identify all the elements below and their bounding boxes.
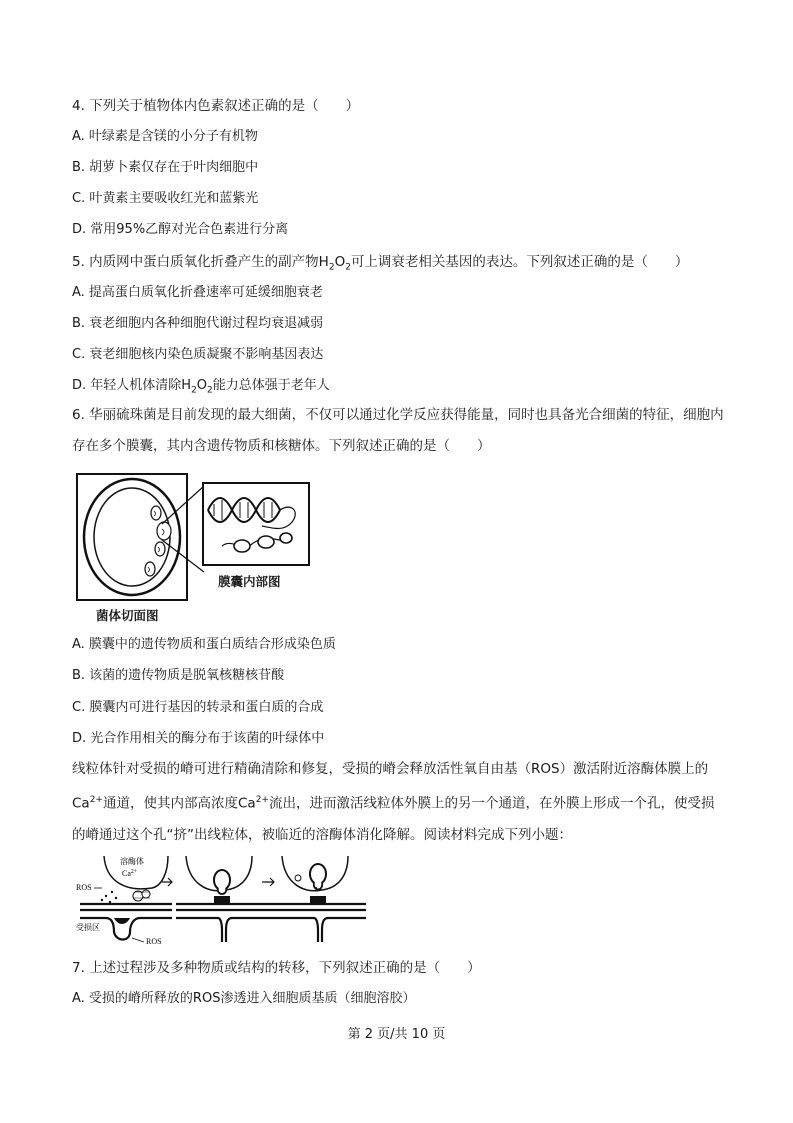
lysosome-label: 溶酶体 [120,857,144,866]
cristae-removal-figure [76,852,366,948]
bacterium-figure-caption: 菌体切面图 [96,608,159,623]
q6-option-d: D. 光合作用相关的酶分布于该菌的叶绿体中 [72,731,325,746]
ca-label: $Ca^{2+}$ [122,869,138,878]
q6-option-c: C. 膜囊内可进行基因的转录和蛋白质的合成 [72,700,324,715]
q4-option-c: C. 叶黄素主要吸收红光和蓝紫光 [72,191,259,206]
damaged-area-label: 受损区 [76,923,100,932]
q5-option-b: B. 衰老细胞内各种细胞代谢过程均衰退减弱 [72,316,324,331]
q5-option-d: D. 年轻人机体清除$H_2O_2$能力总体强于老年人 [72,378,330,396]
q5-stem: 5. 内质网中蛋白质氧化折叠产生的副产物$H_2O_2$可上调衰老相关基因的表达。下列叙述正确的是（ ） [72,254,689,273]
q6-option-b: B. 该菌的遗传物质是脱氧核糖核苷酸 [72,668,285,683]
ros-left-label: ROS [76,883,92,892]
q4-option-d: D. 常用95%乙醇对光合色素进行分离 [72,222,289,237]
q6-stem: 6. 华丽硫珠菌是目前发现的最大细菌，不仅可以通过化学反应获得能量，同时也具备光合细菌的特征，细胞内存在多个膜囊，其内含遗传物质和核糖体。下列叙述正确的是（ ） [72,407,724,454]
q5-option-a: A. 提高蛋白质氧化折叠速率可延缓细胞衰老 [72,285,323,300]
q7-stem: 7. 上述过程涉及多种物质或结构的转移，下列叙述正确的是（ ） [72,960,481,976]
vesicle-interior-figure [202,482,310,566]
reading-material: 线粒体针对受损的嵴可进行精确清除和修复，受损的嵴会释放活性氧自由基（ROS）激活附近溶酶体膜上的$Ca^{2+}$通道，使其内部高浓度$Ca^{2+}$流出，进而激活线粒体外膜上的另一个通道，在外膜上形成一个孔，使受损的嵴通过这个孔“挤”出线粒体，被临近的溶酶体消化降解。阅读材料完成下列小题： [72,761,715,843]
q7-option-a: A. 受损的嵴所释放的ROS渗透进入细胞质基质（细胞溶胶） [72,991,416,1006]
q4-option-b: B. 胡萝卜素仅存在于叶肉细胞中 [72,160,259,175]
page-footer: 第 2 页/共 10 页 [347,1027,446,1042]
vesicle-figure-caption: 膜囊内部图 [218,574,281,589]
ros-bottom-label: ROS [146,937,162,946]
q6-option-a: A. 膜囊中的遗传物质和蛋白质结合形成染色质 [72,637,336,652]
q5-option-c: C. 衰老细胞核内染色质凝聚不影响基因表达 [72,347,324,362]
q4-stem: 4. 下列关于植物体内色素叙述正确的是（ ） [72,98,360,114]
q4-option-a: A. 叶绿素是含镁的小分子有机物 [72,129,258,144]
zoom-connector-lines [160,484,206,574]
